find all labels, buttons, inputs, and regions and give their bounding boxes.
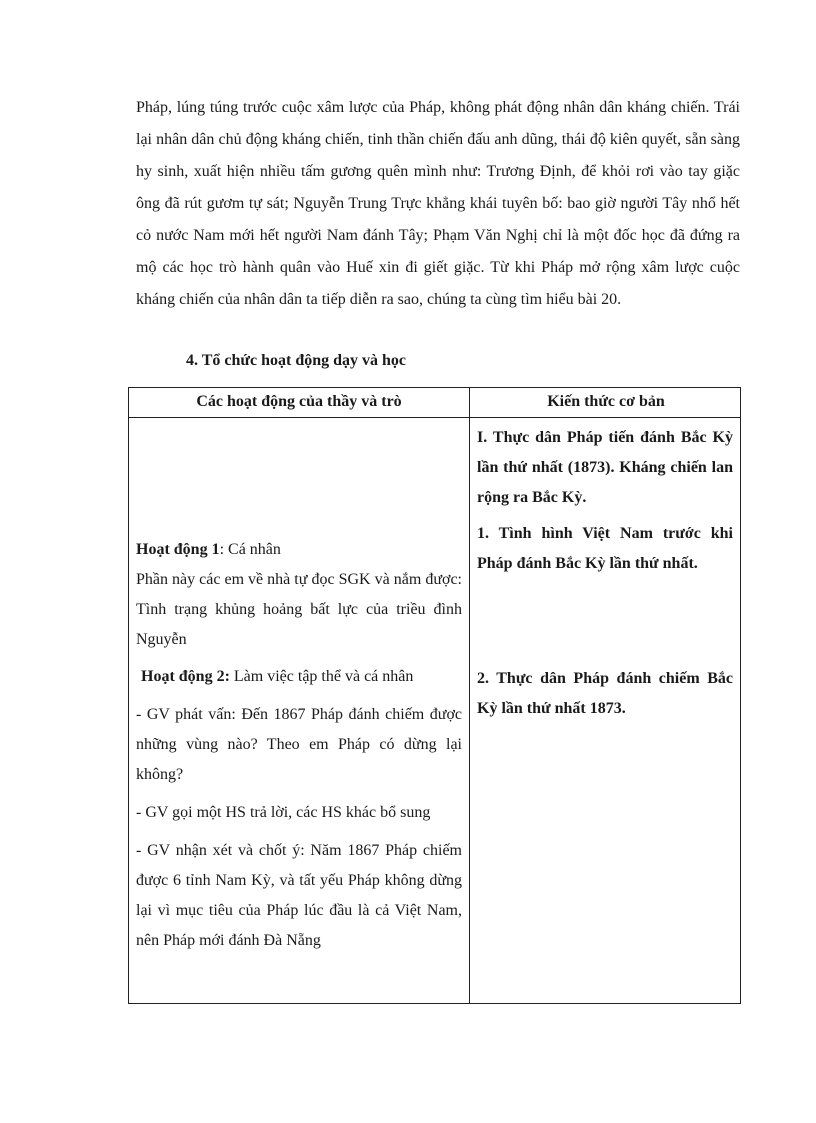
activity-2-title: Hoạt động 2:	[141, 668, 230, 685]
activity-2-heading	[136, 662, 462, 692]
knowledge-item-2	[477, 664, 733, 724]
activity-1-body: Phần này các em về nhà tự đọc SGK và nắm được: Tình trạng khủng hoảng bất lực của triều đình Nguyễn	[136, 571, 462, 648]
lesson-table	[128, 387, 741, 1004]
knowledge-item-1-text: 1. Tình hình Việt Nam trước khi Pháp đánh Bắc Kỳ lần thứ nhất.	[477, 525, 733, 572]
activity-1-heading	[136, 535, 462, 565]
column-divider	[469, 388, 470, 1003]
activity-1-title: Hoạt động 1	[136, 541, 220, 558]
activity-1	[136, 535, 462, 655]
activity-2-mode: Làm việc tập thể và cá nhân	[229, 668, 414, 685]
activity-1-mode: : Cá nhân	[219, 541, 281, 558]
activity-2	[136, 662, 462, 956]
header-knowledge: Kiến thức cơ bản	[547, 393, 665, 410]
activity-2-bullet: - GV gọi một HS trả lời, các HS khác bổ sung	[136, 804, 431, 821]
header-activities: Các hoạt động của thầy và trò	[196, 393, 402, 410]
section-heading: 4. Tổ chức hoạt động dạy và học	[186, 352, 407, 369]
activity-2-bullet: - GV phát vấn: Đến 1867 Pháp đánh chiếm được những vùng nào? Theo em Pháp có dừng lại không?	[136, 706, 462, 783]
knowledge-section-title	[477, 423, 733, 513]
knowledge-item-2-text: 2. Thực dân Pháp đánh chiếm Bắc Kỳ lần thứ nhất 1873.	[477, 670, 733, 717]
intro-text	[136, 92, 740, 316]
header-rule	[129, 417, 740, 418]
intro-paragraph: Pháp, lúng túng trước cuộc xâm lược của Pháp, không phát động nhân dân kháng chiến. Trái lại nhân dân chủ động kháng chiến, tinh thần chiến đấu anh dũng, thái độ kiên quyết, sẵn sàng hy sinh, xuất hiện nhiều tấm gương quên mình như: Trương Định, để khỏi rơi vào tay giặc ông đã rút gươm tự sát; Nguyễn Trung Trực khẳng khái tuyên bố: bao giờ người Tây nhổ hết cỏ nước Nam mới hết người Nam đánh Tây; Phạm Văn Nghị chỉ là một đốc học đã đứng ra mộ các học trò hành quân vào Huế xin đi giết giặc. Từ khi Pháp mở rộng xâm lược cuộc kháng chiến của nhân dân ta tiếp diễn ra sao, chúng ta cùng tìm hiểu bài 20.	[136, 99, 740, 308]
knowledge-section-text: I. Thực dân Pháp tiến đánh Bắc Kỳ lần thứ nhất (1873). Kháng chiến lan rộng ra Bắc Kỳ.	[477, 429, 733, 506]
knowledge-item-1	[477, 519, 733, 579]
activity-2-bullet: - GV nhận xét và chốt ý: Năm 1867 Pháp chiếm được 6 tỉnh Nam Kỳ, và tất yếu Pháp không dừng lại vì mục tiêu của Pháp lúc đầu là cả Việt Nam, nên Pháp mới đánh Đà Nẵng	[136, 842, 462, 949]
